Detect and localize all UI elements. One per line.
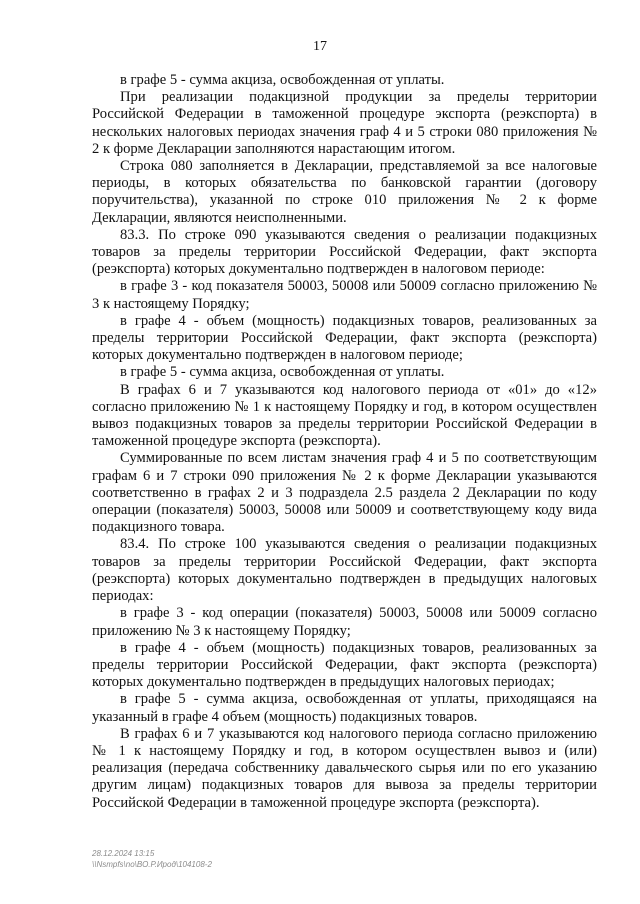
- paragraph-83-4: 83.4. По строке 100 указываются сведения о реализации подакцизных товаров за пределы территории Российской Федерации, факт экспорта (реэкспорта) которых документально подтвержден в предыдущих налоговых периодах:: [92, 536, 597, 605]
- paragraph: в графе 3 - код показателя 50003, 50008 или 50009 согласно приложению № 3 к настоящему Порядку;: [92, 278, 597, 312]
- paragraph: При реализации подакцизной продукции за пределы территории Российской Федерации в таможенной процедуре экспорта (реэкспорта) в нескольких налоговых периодах значения граф 4 и 5 строки 080 приложения № 2 к форме Декларации заполняются нарастающим итогом.: [92, 89, 597, 157]
- paragraph: Строка 080 заполняется в Декларации, представляемой за все налоговые периоды, в которых обязательства по банковской гарантии (договору поручительства), указанной по строке 010 приложения № 2 к форме Декларации, являются неисполненными.: [92, 158, 597, 226]
- paragraph-83-3: 83.3. По строке 090 указываются сведения о реализации подакцизных товаров за пределы территории Российской Федерации, факт экспорта (реэкспорта) которых документально подтвержден в налоговом периоде:: [92, 226, 597, 278]
- paragraph: в графе 5 - сумма акциза, освобожденная от уплаты.: [120, 364, 445, 381]
- page-footer: [92, 848, 212, 870]
- paragraph: в графе 4 - объем (мощность) подакцизных товаров, реализованных за пределы территории Российской Федерации, факт экспорта (реэкспорта) которых документально подтвержден в предыдущих налоговых периодах;: [92, 639, 597, 691]
- paragraph: в графе 5 - сумма акциза, освобожденная от уплаты.: [120, 72, 445, 88]
- footer-timestamp: 28.12.2024 13:15: [92, 849, 155, 858]
- page-number: 17: [313, 39, 327, 54]
- paragraph: в графе 3 - код операции (показателя) 50003, 50008 или 50009 согласно приложению № 3 к настоящему Порядку;: [92, 605, 597, 639]
- paragraph: в графе 5 - сумма акциза, освобожденная от уплаты, приходящаяся на указанный в графе 4 объем (мощность) подакцизных товаров.: [92, 691, 597, 725]
- footer-file-path: \\Nsmpfs\no\ВО.Р.Ирод\104108-2: [92, 860, 212, 869]
- paragraph: В графах 6 и 7 указываются код налогового периода согласно приложению № 1 к настоящему Порядку и год, в котором осуществлен вывоз и (или) реализация (передача собственнику давальческого сырья или по его указанию другим лицам) подакцизных товаров для вывоза за пределы территории Российской Федерации в таможенной процедуре экспорта (реэкспорта).: [92, 725, 597, 811]
- document-body: [92, 72, 597, 812]
- paragraph: Суммированные по всем листам значения граф 4 и 5 по соответствующим графам 6 и 7 строки 090 приложения № 2 к форме Декларации указываются соответственно в графах 2 и 3 подраздела 2.5 раздела 2 Декларации по коду операции (показателя) 50003, 50008 или 50009 и соответствующему коду вида подакцизного товара.: [92, 450, 597, 536]
- paragraph: в графе 4 - объем (мощность) подакцизных товаров, реализованных за пределы территории Российской Федерации, факт экспорта (реэкспорта) которых документально подтвержден в налоговом периоде;: [92, 312, 597, 364]
- paragraph: В графах 6 и 7 указываются код налогового периода от «01» до «12» согласно приложению № 1 к настоящему Порядку и год, в котором осуществлен вывоз подакцизных товаров за пределы территории Российской Федерации в таможенной процедуре экспорта (реэкспорта).: [92, 381, 597, 450]
